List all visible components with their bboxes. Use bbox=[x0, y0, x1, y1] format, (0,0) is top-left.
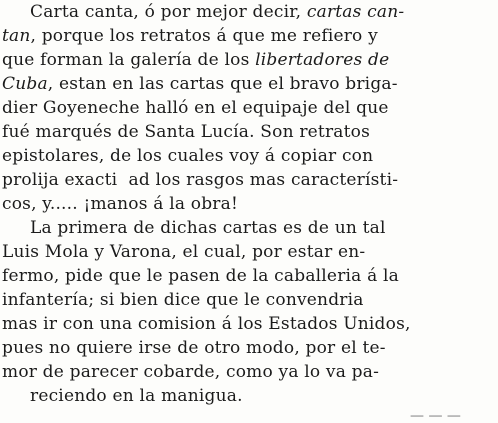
cut-off-next-line: — — — bbox=[410, 408, 461, 423]
italic-text: Cuba bbox=[2, 74, 48, 94]
paragraph-2-line-2: Luis Mola y Varona, el cual, por estar en- bbox=[2, 242, 366, 262]
line-text: que forman la galería de los bbox=[2, 50, 256, 70]
paragraph-2-line-8: reciendo en la manigua. bbox=[30, 386, 243, 406]
paragraph-2-line-3: fermo, pide que le pasen de la caballeria á la bbox=[2, 266, 400, 286]
paragraph-1-line-7: epistolares, de los cuales voy á copiar con bbox=[2, 146, 374, 166]
paragraph-1-line-2 bbox=[2, 24, 378, 48]
italic-text: libertadores de bbox=[255, 50, 390, 70]
paragraph-1-line-9: cos, y..... ¡manos á la obra! bbox=[2, 194, 238, 214]
paragraph-2-line-4: infantería; si bien dice que le convendria bbox=[2, 290, 364, 310]
line-text: , estan en las cartas que el bravo briga- bbox=[47, 74, 398, 94]
paragraph-1-line-8: prolija exacti ad los rasgos mas característi- bbox=[2, 170, 399, 190]
paragraph-2-line-1: La primera de dichas cartas es de un tal bbox=[30, 218, 386, 238]
line-text: , porque los retratos á que me refiero y bbox=[30, 26, 378, 46]
paragraph-1-line-6: fué marqués de Santa Lucía. Son retratos bbox=[2, 122, 370, 142]
line-text: Carta canta, ó por mejor decir, bbox=[30, 2, 307, 22]
paragraph-1-line-4 bbox=[2, 72, 398, 96]
italic-text: cartas can- bbox=[306, 2, 405, 22]
paragraph-2-line-6: pues no quiere irse de otro modo, por el te- bbox=[2, 338, 386, 358]
paragraph-1-line-5: dier Goyeneche halló en el equipaje del que bbox=[2, 98, 389, 118]
paragraph-1-line-3 bbox=[2, 48, 389, 72]
paragraph-2-line-5: mas ir con una comision á los Estados Unidos, bbox=[2, 314, 411, 334]
paragraph-2-line-7: mor de parecer cobarde, como ya lo va pa- bbox=[2, 362, 380, 382]
italic-text: tan bbox=[2, 26, 31, 46]
paragraph-1-line-1 bbox=[30, 0, 404, 24]
